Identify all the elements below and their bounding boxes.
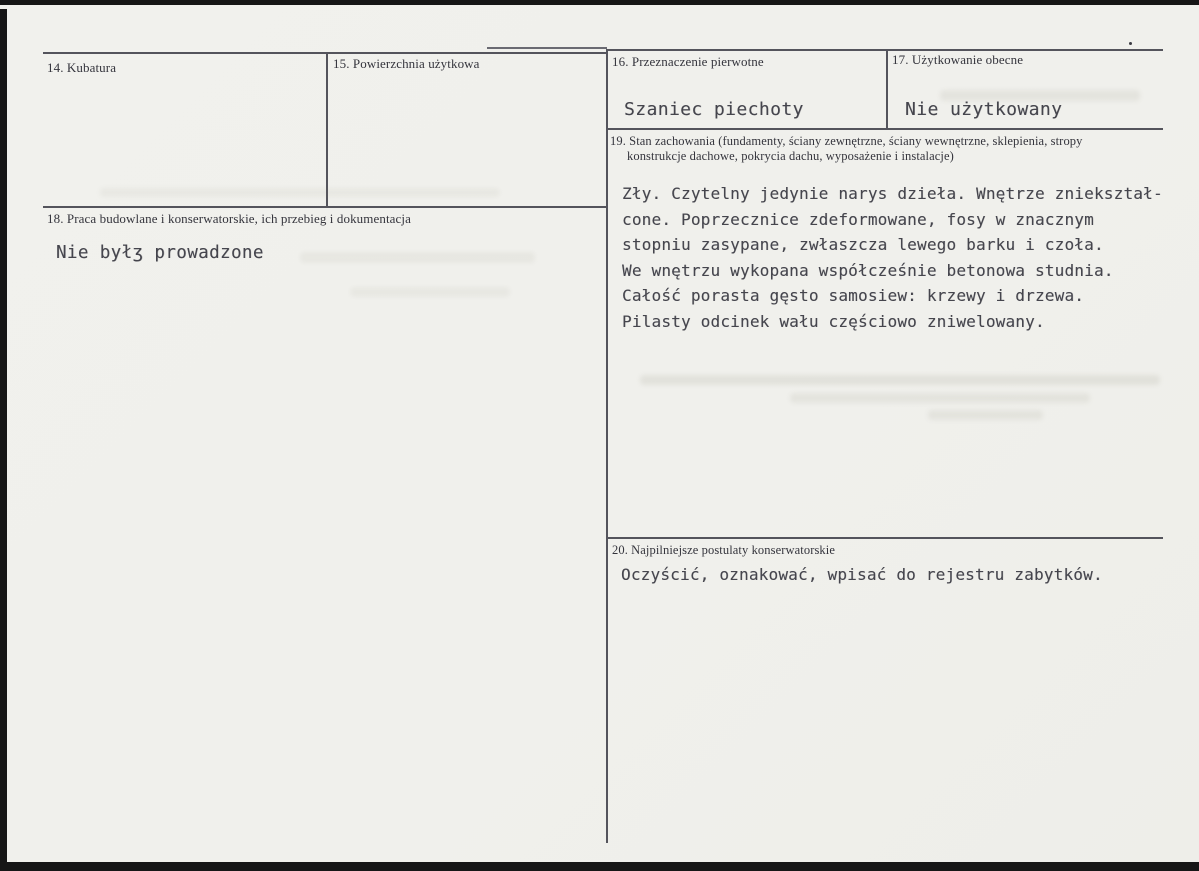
rule-scan-artifact <box>487 47 607 49</box>
field-19-label-line1: 19. Stan zachowania (fundamenty, ściany zewnętrzne, ściany wewnętrzne, sklepienia, stropy <box>610 134 1083 148</box>
scan-edge-top <box>0 0 1199 5</box>
bleed-through-smudge <box>300 252 535 263</box>
rule-divider-14-15 <box>326 52 328 207</box>
bleed-through-smudge <box>790 393 1090 403</box>
field-19-value-line: Zły. Czytelny jedynie narys dzieła. Wnętrze zniekształ- <box>622 184 1163 203</box>
field-15-label: 15. Powierzchnia użytkowa <box>333 56 480 71</box>
scan-edge-left <box>0 9 7 871</box>
bleed-through-smudge <box>640 375 1160 385</box>
field-20-label: 20. Najpilniejsze postulaty konserwatorskie <box>612 543 836 557</box>
rule-left-table-top <box>43 52 607 54</box>
rule-center-divider <box>606 49 608 843</box>
bleed-through-smudge <box>100 188 500 197</box>
rule-right-table-top <box>607 49 1163 51</box>
field-19-value-line: Całość porasta gęsto samosiew: krzewy i drzewa. <box>622 286 1085 306</box>
field-20-value: Oczyścić, oznakować, wpisać do rejestru zabytków. <box>621 565 1103 584</box>
field-18-label: 18. Praca budowlane i konserwatorskie, ich przebieg i dokumentacja <box>47 211 411 226</box>
rule-field19-top <box>607 128 1163 130</box>
bleed-through-smudge <box>350 287 510 297</box>
field-14-label: 14. Kubatura <box>47 60 117 75</box>
field-16-value: Szaniec piechoty <box>624 99 804 120</box>
field-17-value: Nie użytkowany <box>905 99 1063 120</box>
field-18-value: Nie byłʒ prowadzone <box>56 243 264 263</box>
field-16-label: 16. Przeznaczenie pierwotne <box>612 54 764 69</box>
field-19-value-line: cone. Poprzecznice zdeformowane, fosy w znacznym <box>622 209 1094 229</box>
field-17-label: 17. Użytkowanie obecne <box>892 52 1024 67</box>
field-19-value-line: Pilasty odcinek wału częściowo zniwelowany. <box>622 311 1045 331</box>
rule-field20-top <box>607 537 1163 539</box>
rule-field18-top <box>43 206 607 208</box>
field-19-value <box>622 181 1163 335</box>
field-19-value-line: stopniu zasypane, zwłaszcza lewego barku i czoła. <box>622 235 1104 255</box>
scan-speck <box>1129 42 1132 45</box>
field-19-label-line2: konstrukcje dachowe, pokrycia dachu, wyposażenie i instalacje) <box>627 149 954 163</box>
field-19-value-line: We wnętrzu wykopana współcześnie betonowa studnia. <box>622 260 1114 280</box>
bleed-through-smudge <box>928 410 1043 420</box>
rule-divider-16-17 <box>886 49 888 129</box>
scan-edge-bottom <box>0 862 1199 871</box>
